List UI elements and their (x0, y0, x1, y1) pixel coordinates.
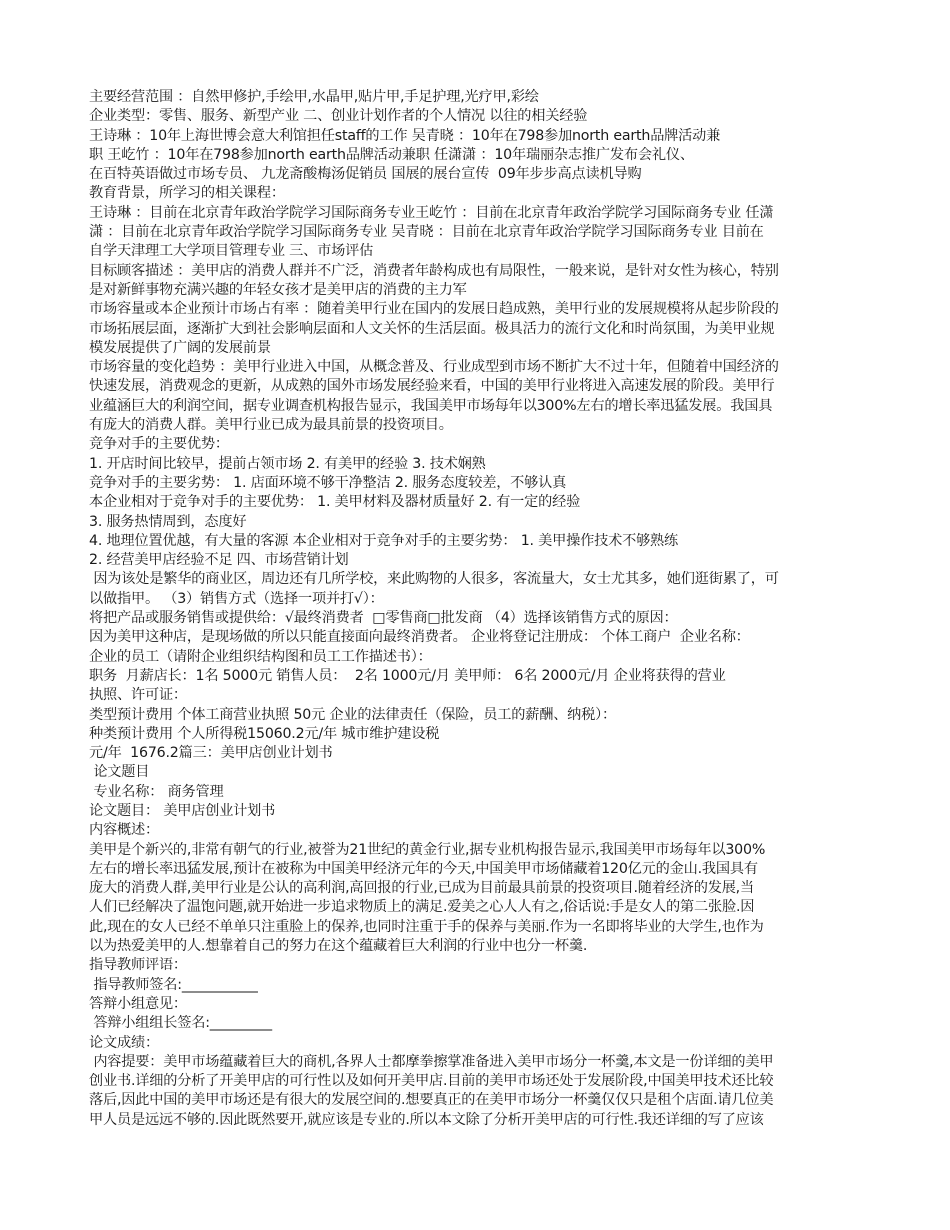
advisor-comment-label: 指导教师评语： (89, 957, 187, 974)
employees-heading: 企业的员工（请附企业组织结构图和员工工作描述书）： (89, 648, 432, 665)
experience-line-1: 王诗琳 ：10年上海世博会意大利馆担任staff的工作 吴青晓 ：10年在798参加north earth品牌活动兼 (89, 127, 721, 144)
summary-line-3: 庞大的消费人群,美甲行业是公认的高利润,高回报的行业,已成为目前最具前景的投资项目.随着经济的发展,当 (89, 880, 754, 897)
experience-line-2: 职 王屹竹 ：10年在798参加north earth品牌活动兼职 任潇潇 ：10年瑞丽杂志推广发布会礼仪、 (89, 146, 694, 163)
market-capacity-line-3: 模发展提供了广阔的发展前景 (89, 339, 271, 356)
competitor-strengths-heading: 竞争对手的主要优势： (89, 436, 229, 453)
document-body (89, 88, 864, 1130)
major-name-line: 专业名称： 商务管理 (89, 783, 224, 800)
abstract-line-4: 甲人员是远远不够的.因此既然要开,就应该是专业的.所以本文除了分析开美甲店的可行性.我还详细的写了应该 (89, 1111, 764, 1128)
advisor-signature-line: 指导教师签名:___________ (89, 976, 258, 993)
thesis-grade-label: 论文成绩： (89, 1034, 159, 1051)
summary-line-5: 此,现在的女人已经不单单只注重脸上的保养,也同时注重于手的保养与美丽.作为一名即将毕业的大学生,也作为 (89, 918, 764, 935)
enterprise-type-line: 企业类型：零售、服务、新型产业 二、创业计划作者的个人情况 以往的相关经验 (89, 108, 588, 125)
experience-line-3: 在百特英语做过市场专员、 九龙斋酸梅汤促销员 国展的展台宣传 09年步步高点读机导购 (89, 166, 642, 183)
summary-line-1: 美甲是个新兴的,非常有朝气的行业,被誉为21世纪的黄金行业,据专业机构报告显示,我国美甲市场每年以300% (89, 841, 766, 858)
registration-line: 因为美甲这种店，是现场做的所以只能直接面向最终消费者。 企业将登记注册成： 个体工商户 企业名称： (89, 629, 750, 646)
summary-line-6: 以为热爱美甲的人.想靠着自己的努力在这个蕴藏着巨大利润的行业中也分一杯羹. (89, 938, 588, 955)
market-capacity-line-2: 市场拓展层面，逐渐扩大到社会影响层面和人文关怀的生活层面。极具活力的流行文化和时尚氛围，为美甲业规 (89, 320, 775, 337)
education-line-2: 潇 ：目前在北京青年政治学院学习国际商务专业 吴青晓 ：目前在北京青年政治学院学习国际商务专业 目前在 (89, 224, 764, 241)
abstract-line-2: 创业书.详细的分析了开美甲店的可行性以及如何开美甲店.目前的美甲市场还处于发展阶段,中国美甲技术还比较 (89, 1073, 774, 1090)
tax-line-2: 元/年 1676.2篇三：美甲店创业计划书 (89, 745, 333, 762)
abstract-line-3: 落后,因此中国的美甲市场还是有很大的发展空间的.想要真正的在美甲市场分一杯羹仅仅只是租个店面.请几位美 (89, 1092, 774, 1109)
license-heading: 执照、许可证： (89, 687, 187, 704)
education-line-1: 王诗琳 ：目前在北京青年政治学院学习国际商务专业王屹竹 ：目前在北京青年政治学院学习国际商务专业 任潇 (89, 204, 774, 221)
market-trend-line-1: 市场容量的变化趋势 ：美甲行业进入中国，从概念普及、行业成型到市场不断扩大不过十年，但随着中国经济的 (89, 359, 779, 376)
summary-line-4: 人们已经解决了温饱问题,就开始进一步追求物质上的满足.爱美之心人人有之,俗话说:手是女人的第二张脸.因 (89, 899, 755, 916)
own-weaknesses-line: 2. 经营美甲店经验不足 四、市场营销计划 (89, 552, 349, 569)
market-trend-line-4: 有庞大的消费人群。美甲行业已成为最具前景的投资项目。 (89, 417, 453, 434)
education-heading: 教育背景，所学习的相关课程： (89, 185, 285, 202)
tax-line-1: 种类预计费用 个人所得税15060.2元/年 城市维护建设税 (89, 725, 440, 742)
summary-heading: 内容概述： (89, 822, 159, 839)
market-trend-line-3: 业蕴涵巨大的利润空间，据专业调查机构报告显示，我国美甲市场每年以300%左右的增长率迅猛发展。我国具 (89, 397, 773, 414)
thesis-title-label: 论文题目 (89, 764, 150, 781)
location-line-1: 因为该处是繁华的商业区，周边还有几所学校，来此购物的人很多，客流量大，女士尤其多，她们逛街累了，可 (89, 571, 779, 588)
market-capacity-line-1: 市场容量或本企业预计市场占有率 ：随着美甲行业在国内的发展日趋成熟，美甲行业的发展规模将从起步阶段的 (89, 301, 779, 318)
market-trend-line-2: 快速发展，消费观念的更新，从成熟的国外市场发展经验来看，中国的美甲行业将进入高速发展的阶段。美甲行 (89, 378, 775, 395)
defense-panel-signature-line: 答辩小组组长签名:_________ (89, 1015, 272, 1032)
business-scope-line: 主要经营范围 ：自然甲修护,手绘甲,水晶甲,贴片甲,手足护理,光疗甲,彩绘 (89, 89, 539, 105)
location-line-2: 以做指甲。 （3）销售方式（选择一项并打√）： (89, 590, 384, 607)
defense-panel-opinion-label: 答辩小组意见： (89, 995, 187, 1012)
own-strengths-line-2: 3. 服务热情周到，态度好 (89, 513, 247, 530)
own-strengths-line-3: 4. 地理位置优越，有大量的客源 本企业相对于竞争对手的主要劣势： 1. 美甲操作技术不够熟练 (89, 532, 679, 549)
own-strengths-line-1: 本企业相对于竞争对手的主要优势： 1. 美甲材料及器材质量好 2. 有一定的经验 (89, 494, 581, 511)
abstract-line-1: 内容提要：美甲市场蕴藏着巨大的商机,各界人士都摩拳擦掌准备进入美甲市场分一杯羹,本文是一份详细的美甲 (89, 1053, 774, 1070)
target-customer-line-1: 目标顾客描述 ：美甲店的消费人群并不广泛，消费者年龄构成也有局限性，一般来说，是针对女性为核心，特别 (89, 262, 779, 279)
competitor-strengths-list: 1. 开店时间比较早，提前占领市场 2. 有美甲的经验 3. 技术娴熟 (89, 455, 486, 472)
sales-channel-line: 将把产品或服务销售或提供给：√最终消费者 □零售商□批发商 （4）选择该销售方式的原因： (89, 610, 678, 627)
thesis-title-line: 论文题目： 美甲店创业计划书 (89, 802, 276, 819)
target-customer-line-2: 是对新鲜事物充满兴趣的年轻女孩才是美甲店的消费的主力军 (89, 281, 467, 298)
summary-line-2: 左右的增长率迅猛发展,预计在被称为中国美甲经济元年的今天,中国美甲市场储藏着120亿元的金山.我国具有 (89, 860, 758, 877)
license-cost-line: 类型预计费用 个体工商营业执照 50元 企业的法律责任（保险，员工的薪酬、纳税）： (89, 706, 617, 723)
education-line-3: 自学天津理工大学项目管理专业 三、市场评估 (89, 243, 374, 260)
competitor-weaknesses-line: 竞争对手的主要劣势： 1. 店面环境不够干净整洁 2. 服务态度较差，不够认真 (89, 474, 567, 491)
salary-line: 职务 月薪店长：1名 5000元 销售人员： 2名 1000元/月 美甲师： 6名 2000元/月 企业将获得的营业 (89, 667, 726, 684)
